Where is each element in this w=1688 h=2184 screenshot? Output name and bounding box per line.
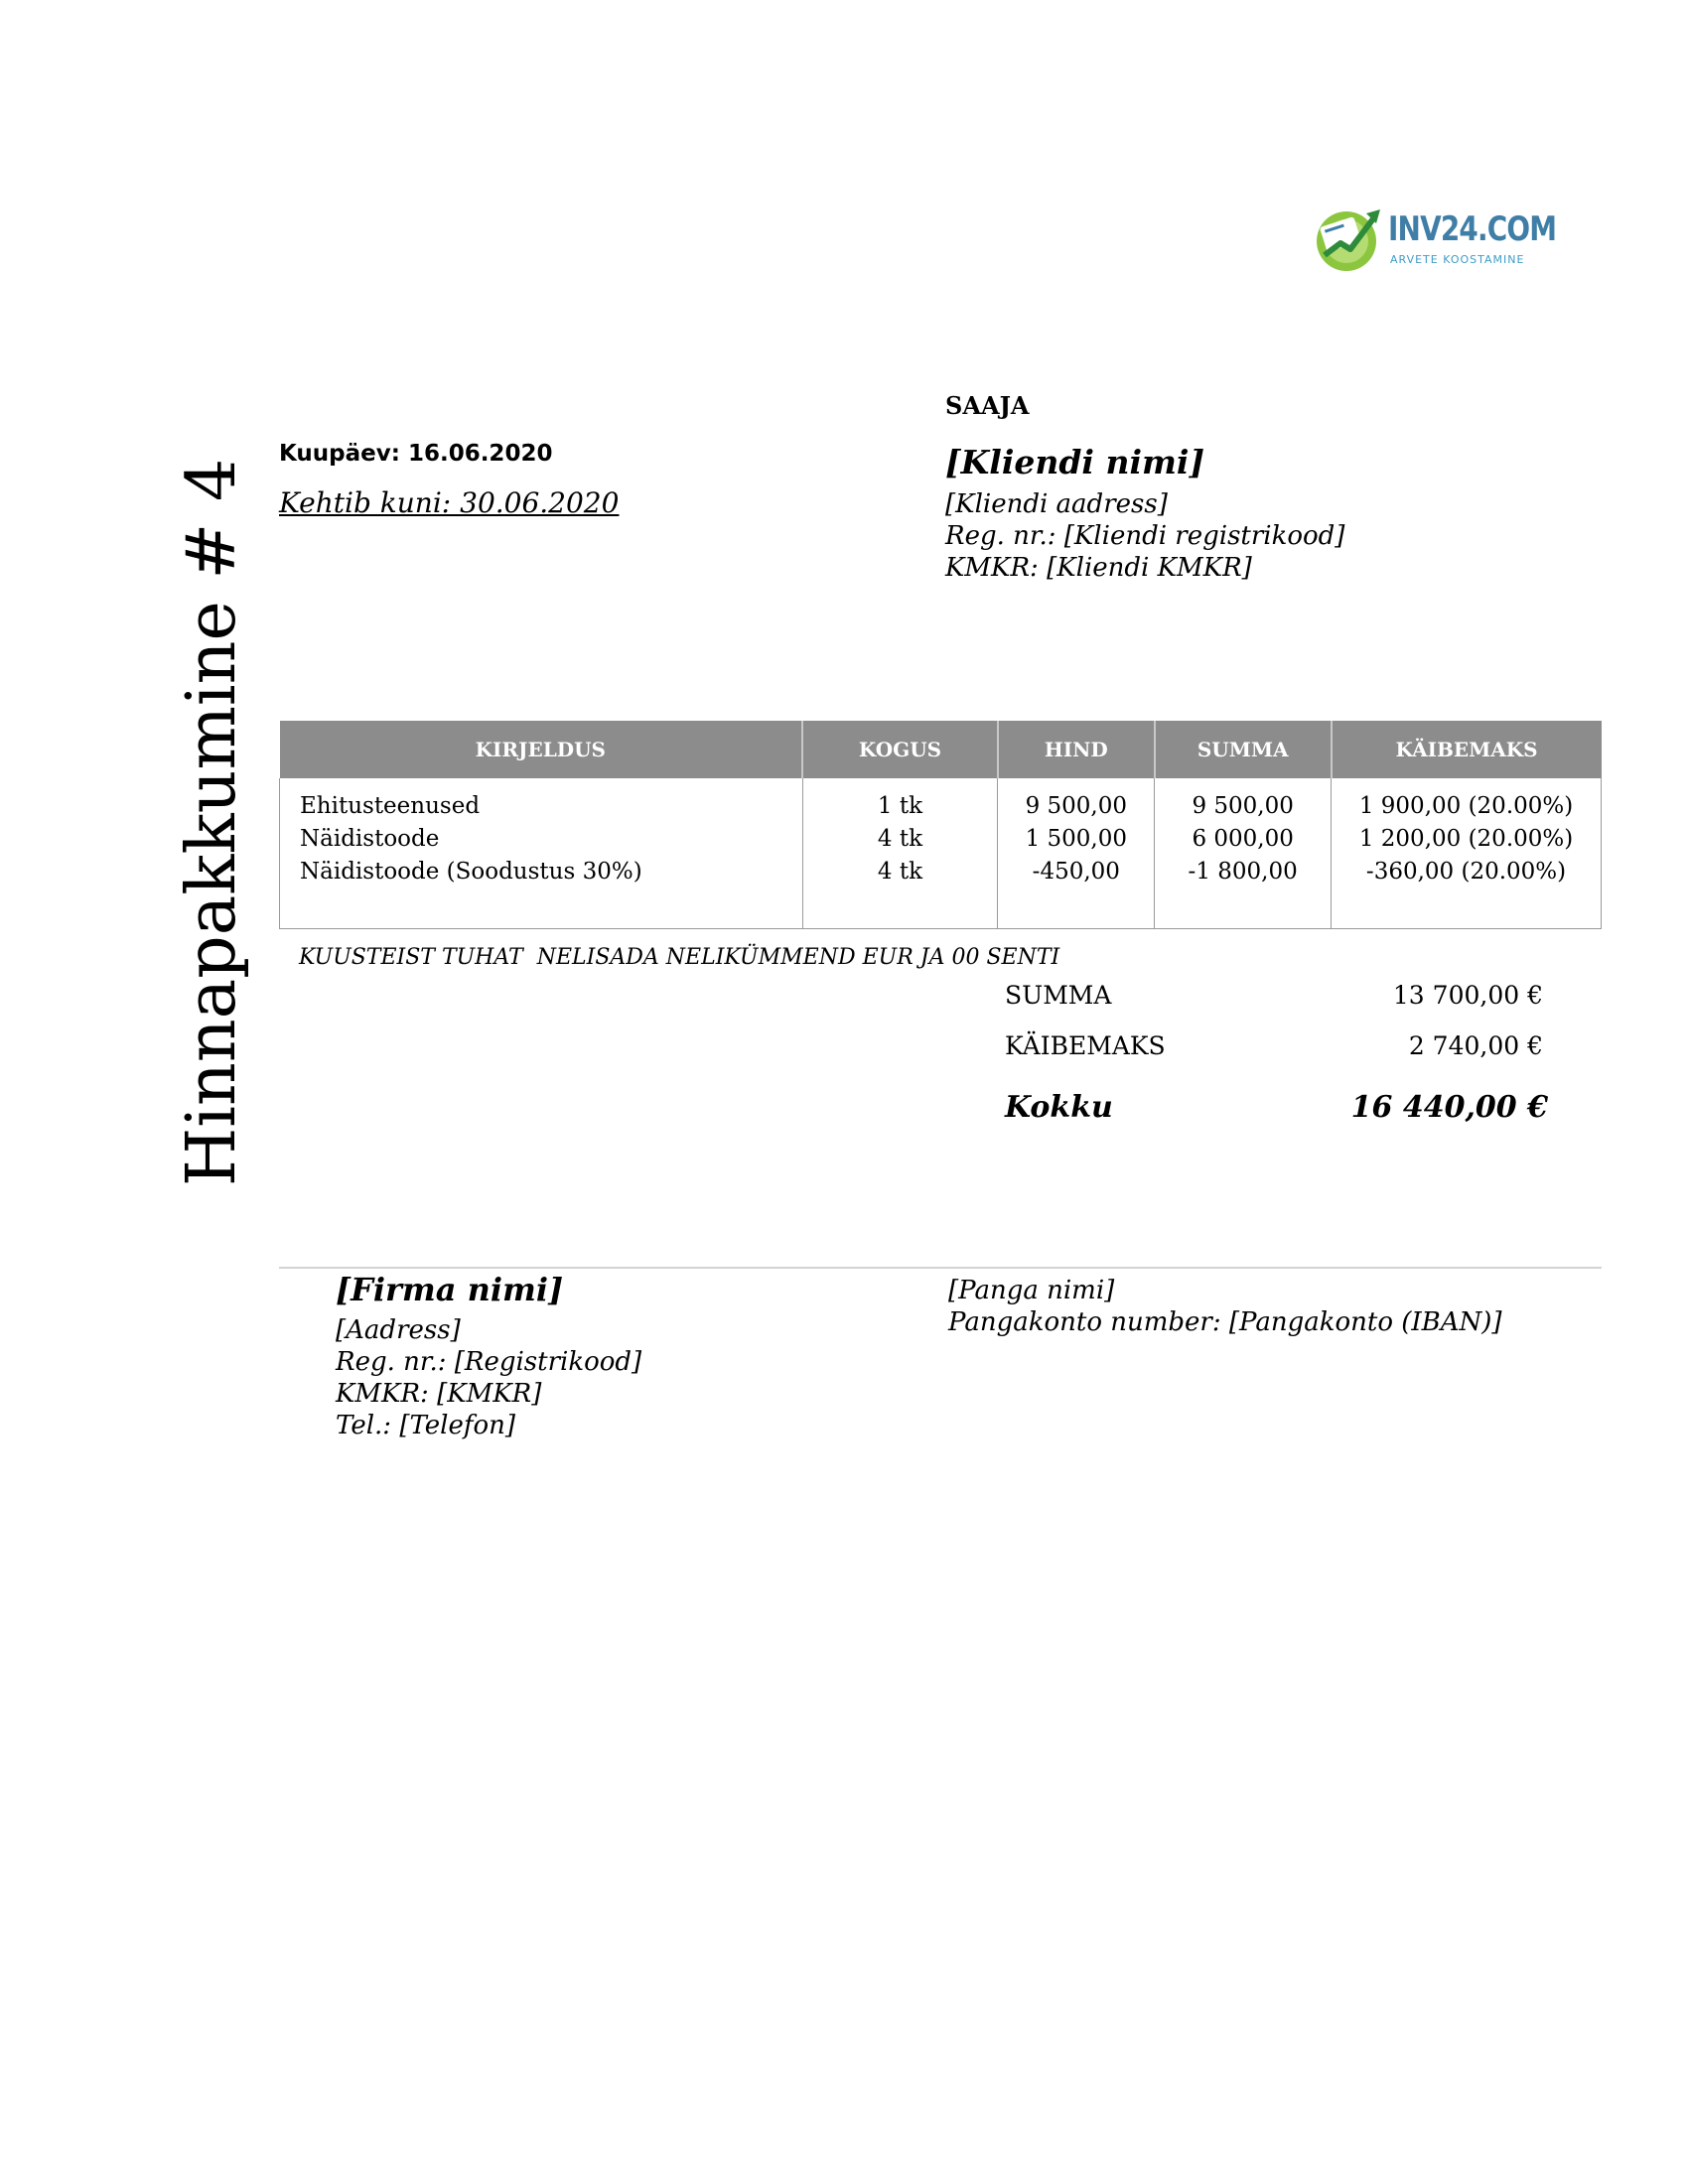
- price-cell: [998, 778, 1155, 929]
- table-row: [280, 778, 1602, 929]
- invoice-chart-logo-icon: [1313, 204, 1384, 273]
- item-sum: 6 000,00: [1192, 826, 1294, 852]
- quantity-cell: [802, 778, 998, 929]
- bank-name: [Panga nimi]: [948, 1276, 1115, 1305]
- table-header-row: [280, 721, 1602, 778]
- header-description: KIRJELDUS: [280, 721, 803, 778]
- company-logo: [1313, 204, 1557, 273]
- item-quantity: 4 tk: [877, 826, 923, 852]
- company-name: [Firma nimi]: [336, 1271, 564, 1308]
- header-sum: SUMMA: [1155, 721, 1332, 778]
- recipient-heading: SAAJA: [945, 391, 1030, 420]
- item-quantity: 4 tk: [877, 859, 923, 885]
- description-cell: [280, 778, 803, 929]
- client-reg: Reg. nr.: [Kliendi registrikood]: [945, 521, 1345, 551]
- company-phone: Tel.: [Telefon]: [336, 1411, 516, 1440]
- items-table: [279, 721, 1602, 929]
- bank-account: Pangakonto number: [Pangakonto (IBAN)]: [948, 1307, 1502, 1337]
- item-price: 1 500,00: [1025, 826, 1127, 852]
- sum-cell: [1155, 778, 1332, 929]
- vat-total-label: KÄIBEMAKS: [1005, 1031, 1166, 1060]
- logo-name: INV24.COM: [1388, 209, 1557, 249]
- document-title: Hinnapakkumine # 4: [173, 458, 251, 1186]
- item-vat: 1 900,00 (20.00%): [1358, 793, 1574, 819]
- footer-divider: [279, 1267, 1602, 1269]
- item-description: Näidistoode: [300, 826, 440, 852]
- item-quantity: 1 tk: [877, 793, 923, 819]
- subtotal-label: SUMMA: [1005, 981, 1112, 1010]
- client-name: [Kliendi nimi]: [945, 443, 1205, 481]
- item-sum: 9 500,00: [1192, 793, 1294, 819]
- header-price: HIND: [998, 721, 1155, 778]
- subtotal-value: 13 700,00 €: [1392, 981, 1543, 1010]
- client-vat: KMKR: [Kliendi KMKR]: [945, 553, 1252, 583]
- item-price: 9 500,00: [1025, 793, 1127, 819]
- company-address: [Aadress]: [336, 1315, 461, 1345]
- grand-total-label: Kokku: [1005, 1090, 1113, 1125]
- client-address: [Kliendi aadress]: [945, 489, 1168, 519]
- item-description: Näidistoode (Soodustus 30%): [300, 859, 642, 885]
- item-vat: -360,00 (20.00%): [1365, 859, 1567, 885]
- grand-total-value: 16 440,00 €: [1350, 1090, 1548, 1125]
- logo-subtitle: ARVETE KOOSTAMINE: [1390, 253, 1525, 266]
- item-sum: -1 800,00: [1188, 859, 1298, 885]
- vat-total-value: 2 740,00 €: [1408, 1031, 1543, 1060]
- header-quantity: KOGUS: [802, 721, 998, 778]
- company-vat: KMKR: [KMKR]: [336, 1379, 542, 1409]
- item-price: -450,00: [1032, 859, 1120, 885]
- quote-date: Kuupäev: 16.06.2020: [279, 441, 553, 467]
- item-description: Ehitusteenused: [300, 793, 481, 819]
- amount-in-words: KUUSTEIST TUHAT NELISADA NELIKÜMMEND EUR JA 00 SENTI: [299, 945, 1060, 970]
- company-reg: Reg. nr.: [Registrikood]: [336, 1347, 642, 1377]
- item-vat: 1 200,00 (20.00%): [1358, 826, 1574, 852]
- valid-until: Kehtib kuni: 30.06.2020: [279, 486, 620, 519]
- header-vat: KÄIBEMAKS: [1332, 721, 1602, 778]
- vat-cell: [1332, 778, 1602, 929]
